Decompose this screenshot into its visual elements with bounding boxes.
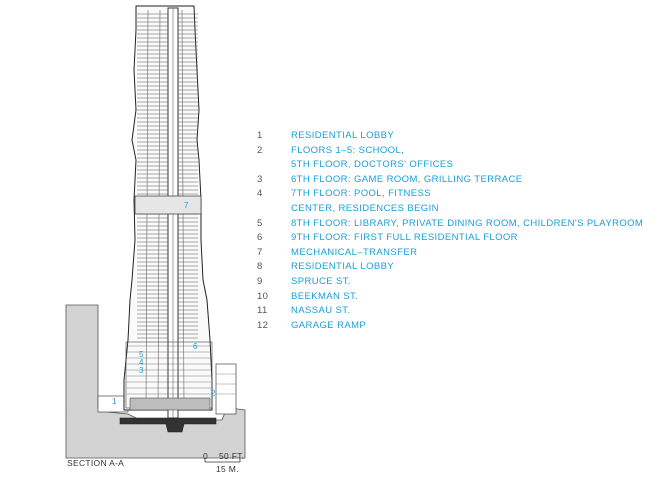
legend-number: 12 [257, 319, 269, 331]
legend-text: SPRUCE ST. [291, 276, 351, 287]
legend-text: MECHANICAL–TRANSFER [291, 246, 418, 258]
legend-text: 9TH FLOOR: FIRST FULL RESIDENTIAL FLOOR [291, 232, 518, 244]
callout-1: 1 [112, 397, 117, 406]
legend-number: 10 [257, 290, 269, 302]
legend-number: 5 [257, 217, 263, 229]
legend-number: 4 [257, 188, 263, 200]
callout-6: 6 [193, 342, 198, 351]
callout-2: 2 [211, 389, 216, 398]
callout-3: 3 [139, 366, 144, 375]
callout-4: 4 [139, 358, 144, 367]
legend-text: 5TH FLOOR, DOCTORS' OFFICES [291, 159, 454, 171]
legend-text: 8TH FLOOR: LIBRARY, PRIVATE DINING ROOM, CHILDREN'S PLAYROOM [291, 217, 644, 229]
legend-number: 9 [257, 276, 263, 287]
legend-text: GARAGE RAMP [291, 319, 367, 331]
legend-text: NASSAU ST. [291, 305, 351, 317]
scale-meter-label: 15 M. [216, 464, 239, 474]
scale-zero-label: 0 [203, 451, 209, 461]
callout-7: 7 [184, 201, 189, 210]
legend-text: BEEKMAN ST. [291, 290, 359, 302]
legend-number: 6 [257, 232, 263, 244]
legend-text: CENTER, RESIDENCES BEGIN [291, 203, 439, 214]
legend-number: 2 [257, 144, 263, 156]
callout-5: 5 [139, 350, 144, 359]
legend-text: RESIDENTIAL LOBBY [291, 261, 395, 273]
legend-number: 3 [257, 173, 263, 185]
legend-text: RESIDENTIAL LOBBY [291, 130, 395, 141]
section-caption: SECTION A-A [67, 458, 125, 468]
lobby-base [130, 398, 210, 410]
legend-text: 7TH FLOOR: POOL, FITNESS [291, 188, 431, 200]
legend-text: FLOORS 1–5: SCHOOL, [291, 144, 405, 156]
adjacent-building-right [216, 364, 236, 414]
legend-number: 1 [257, 130, 263, 141]
legend-number: 7 [257, 246, 263, 258]
mechanical-transfer-band [135, 196, 201, 214]
legend-number: 8 [257, 261, 263, 273]
legend-number: 11 [257, 305, 268, 317]
scale-feet-label: 50 FT. [219, 451, 245, 461]
legend-text: 6TH FLOOR: GAME ROOM, GRILLING TERRACE [291, 173, 523, 185]
